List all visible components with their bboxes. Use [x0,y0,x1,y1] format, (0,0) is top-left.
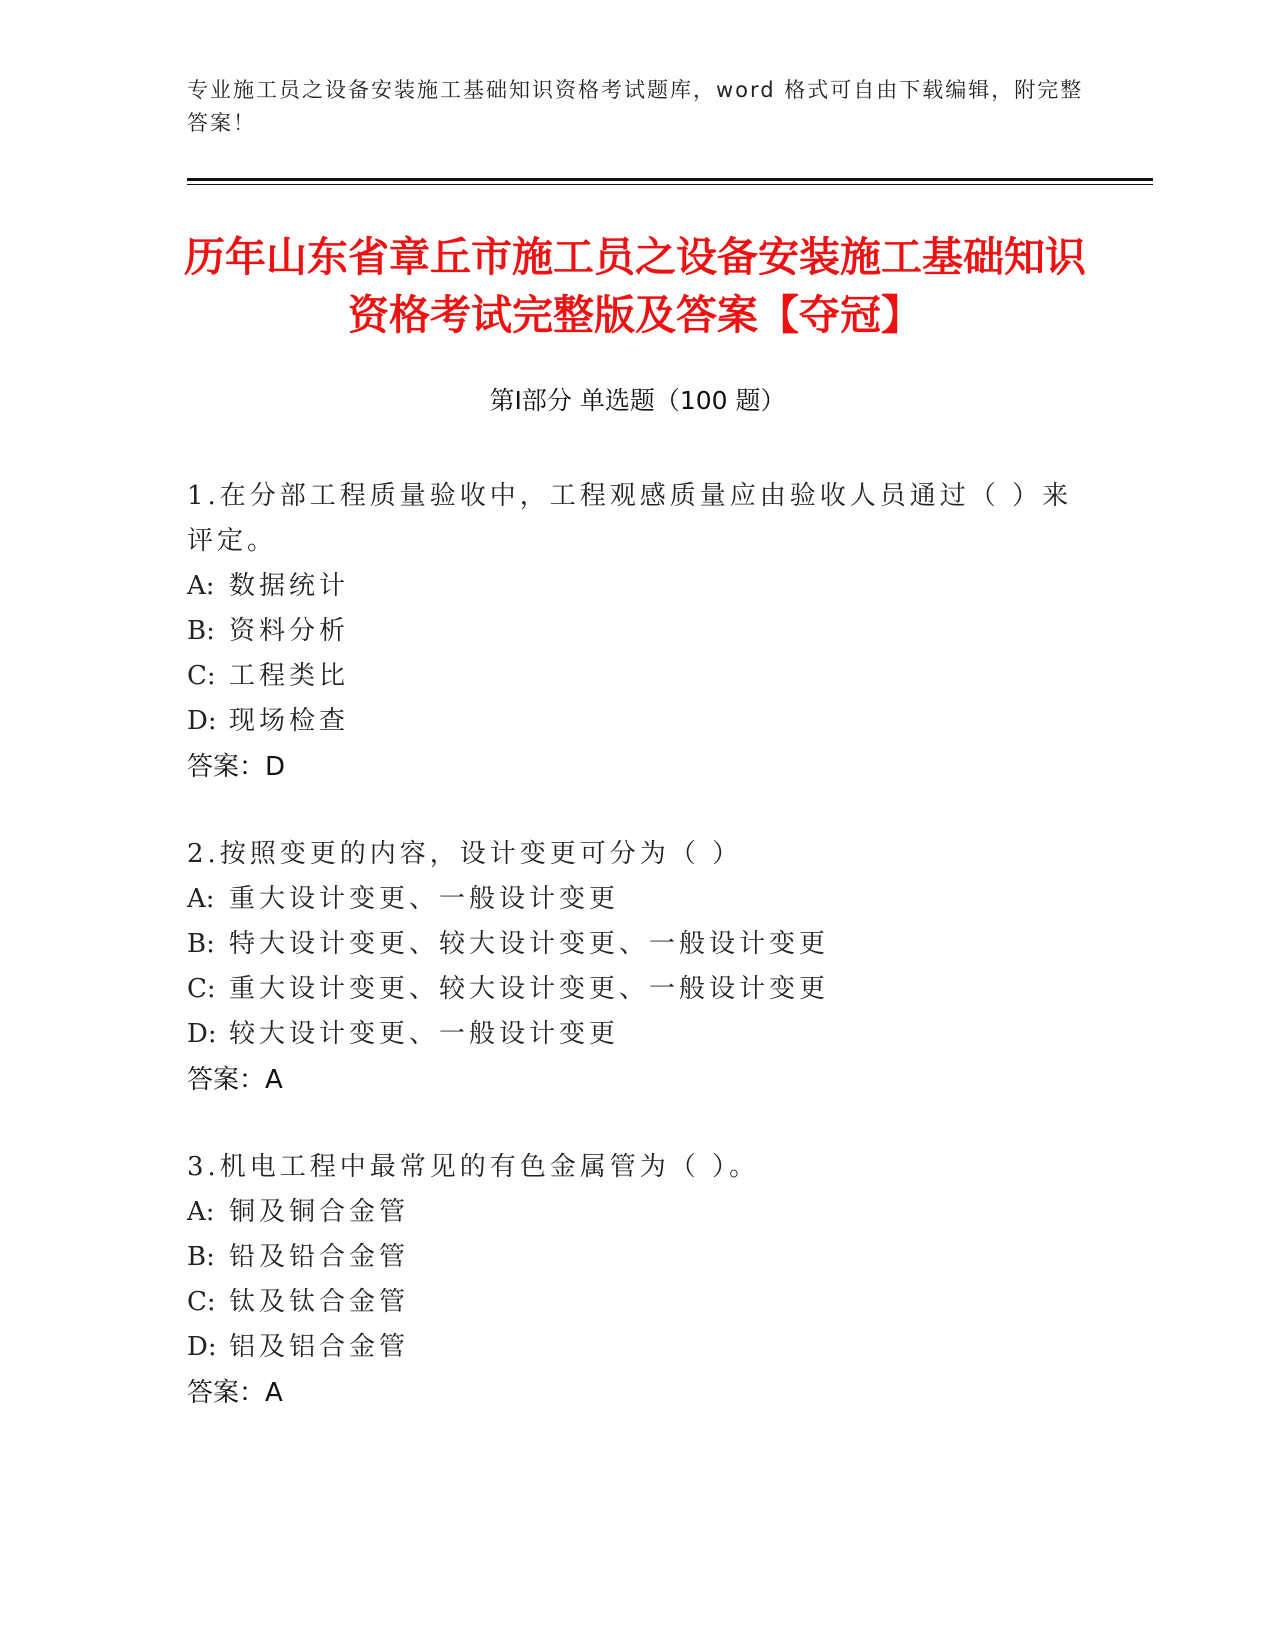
question-3 [187,1145,1087,1416]
option-b [187,922,1087,967]
option-label: A: [187,571,215,601]
question-2 [187,832,1087,1103]
answer-line: 答案：D [187,752,286,782]
option-label: B: [187,1242,215,1272]
option-a [187,877,1087,922]
option-a [187,564,1087,609]
question-1 [187,474,1087,790]
option-label: A: [187,884,215,914]
header-divider-thin [187,184,1153,185]
question-stem: 3.机电工程中最常见的有色金属管为（ ）。 [187,1152,760,1182]
question-stem: 2.按照变更的内容，设计变更可分为（ ） [187,839,743,869]
option-text: 铜及铜合金管 [229,1197,410,1227]
option-label: C: [187,661,216,691]
option-text: 工程类比 [229,661,350,691]
option-b [187,1235,1087,1280]
option-label: D: [187,1332,217,1362]
option-text: 数据统计 [229,571,350,601]
option-text: 铝及铝合金管 [229,1332,410,1362]
option-text: 铅及铅合金管 [229,1242,410,1272]
option-label: C: [187,1287,216,1317]
option-d [187,1012,1087,1057]
option-text: 现场检查 [229,706,350,736]
header-divider-thick [187,178,1153,181]
option-a [187,1190,1087,1235]
option-c [187,1280,1087,1325]
header-note: 专业施工员之设备安装施工基础知识资格考试题库，word 格式可自由下载编辑，附完整答案！ [187,78,1084,135]
section-title: 第Ⅰ部分 单选题（100 题） [489,386,786,415]
option-text: 较大设计变更、一般设计变更 [229,1019,620,1049]
option-label: A: [187,1197,215,1227]
answer-line: 答案：A [187,1378,283,1408]
option-d [187,699,1087,744]
option-b [187,609,1087,654]
option-text: 特大设计变更、较大设计变更、一般设计变更 [229,929,830,959]
option-label: B: [187,929,215,959]
option-c [187,654,1087,699]
option-text: 重大设计变更、较大设计变更、一般设计变更 [229,974,830,1004]
option-label: B: [187,616,215,646]
document-title: 历年山东省章丘市施工员之设备安装施工基础知识资格考试完整版及答案【夺冠】 [184,233,1086,339]
option-label: D: [187,1019,217,1049]
option-text: 资料分析 [229,616,350,646]
question-list [187,474,1087,1458]
answer-line: 答案：A [187,1065,283,1095]
option-c [187,967,1087,1012]
option-text: 钛及钛合金管 [229,1287,410,1317]
question-stem: 1.在分部工程质量验收中，工程观感质量应由验收人员通过（ ）来评定。 [187,481,1073,556]
option-d [187,1325,1087,1370]
option-text: 重大设计变更、一般设计变更 [229,884,620,914]
option-label: C: [187,974,216,1004]
option-label: D: [187,706,217,736]
